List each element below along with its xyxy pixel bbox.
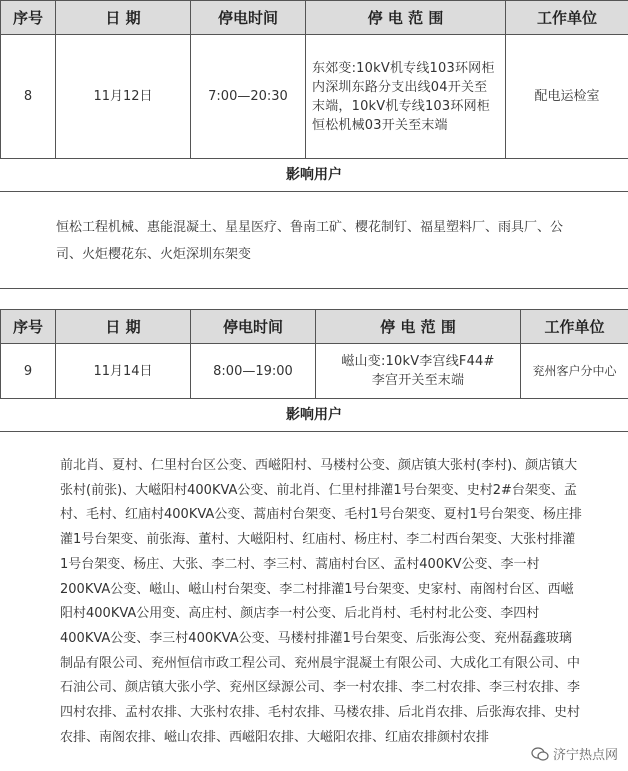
record-8-table bbox=[0, 0, 628, 159]
affected-users-text: 前北肖、夏村、仁里村台区公变、西嵫阳村、马楼村公变、颜店镇大张村(李村)、颜店镇大张村(前张)、大嵫阳村400KVA公变、前北肖、仁里村排灌1号台架变、史村2#台架变、孟村、毛村、红庙村400KVA公变、蒿庙村台架变、毛村1号台架变、夏村1号台架变、杨庄排灌1号台架变、前张海、董村、大嵫阳村、红庙村、杨庄村、李二村西台架变、大张村排灌1号台架变、杨庄、大张、李二村、李三村、蒿庙村台区、孟村400KV公变、李一村200KVA公变、嵫山、嵫山村台架变、李二村排灌1号台架变、史家村、南阁村台区、西嵫阳村400KVA公用变、高庄村、颜店李一村公变、后北肖村、毛村村北公变、李四村400KVA公变、李三村400KVA公变、马楼村排灌1号台架变、后张海公变、兖州磊鑫玻璃制品有限公司、兖州恒信市政工程公司、兖州晨宇混凝土有限公司、大成化工有限公司、中石油公司、颜店镇大张小学、兖州区绿源公司、李一村农排、李二村农排、李三村农排、李四村农排、孟村农排、大张村农排、毛村农排、马楼农排、后北肖农排、后张海农排、史村农排、南阁农排、嵫山农排、西嵫阳农排、大嵫阳农排、红庙农排颜村农排 bbox=[60, 458, 582, 745]
header-time: 停电时间 bbox=[191, 310, 316, 344]
watermark bbox=[531, 744, 618, 763]
record-9-block bbox=[0, 309, 628, 750]
header-row bbox=[1, 310, 628, 344]
unit-cell: 兖州客户分中心 bbox=[521, 344, 628, 399]
header-date: 日 期 bbox=[56, 1, 191, 35]
impact-title: 影响用户 bbox=[0, 159, 628, 192]
impact-title: 影响用户 bbox=[0, 399, 628, 432]
date-cell: 11月14日 bbox=[56, 344, 191, 399]
seq-cell: 8 bbox=[1, 35, 56, 159]
seq-cell: 9 bbox=[1, 344, 56, 399]
time-cell: 7:00—20:30 bbox=[191, 35, 306, 159]
scope-cell: 嵫山变:10kV李宫线F44#李宫开关至末端 bbox=[316, 344, 521, 399]
header-scope: 停 电 范 围 bbox=[316, 310, 521, 344]
table-row bbox=[1, 344, 628, 399]
header-seq: 序号 bbox=[1, 310, 56, 344]
time-cell: 8:00—19:00 bbox=[191, 344, 316, 399]
table-row bbox=[1, 35, 628, 159]
header-row bbox=[1, 1, 628, 35]
date-cell: 11月12日 bbox=[56, 35, 191, 159]
header-scope: 停 电 范 围 bbox=[306, 1, 506, 35]
unit-cell: 配电运检室 bbox=[506, 35, 628, 159]
header-seq: 序号 bbox=[1, 1, 56, 35]
header-unit: 工作单位 bbox=[506, 1, 628, 35]
wechat-icon bbox=[531, 747, 549, 761]
scope-cell: 东郊变:10kV机专线103环网柜内深圳东路分支出线04开关至末端，10kV机专线103环网柜恒松机械03开关至末端 bbox=[306, 35, 506, 159]
record-8-block bbox=[0, 0, 628, 289]
header-date: 日 期 bbox=[56, 310, 191, 344]
header-time: 停电时间 bbox=[191, 1, 306, 35]
affected-users-text: 恒松工程机械、惠能混凝土、星星医疗、鲁南工矿、樱花制钉、福星塑料厂、雨具厂、公司、火炬樱花东、火炬深圳东架变 bbox=[0, 192, 628, 289]
watermark-text: 济宁热点网 bbox=[552, 748, 618, 763]
record-9-table bbox=[0, 309, 628, 399]
header-unit: 工作单位 bbox=[521, 310, 628, 344]
